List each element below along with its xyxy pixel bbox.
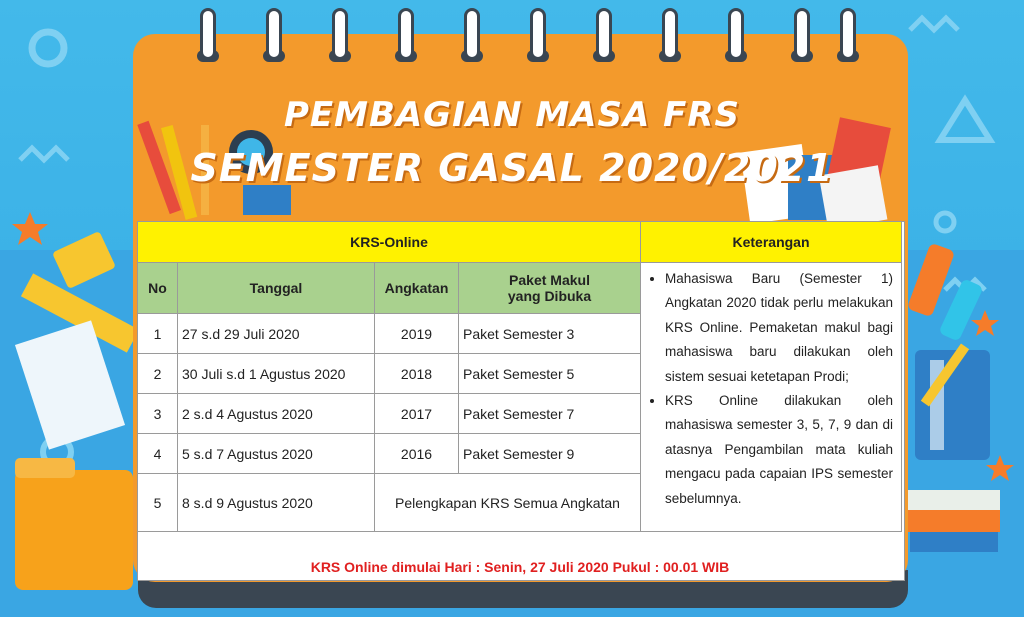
star-icon	[971, 310, 999, 336]
ring	[200, 8, 216, 60]
cell-paket: Paket Semester 9	[459, 434, 641, 474]
cell-pelengkapan: Pelengkapan KRS Semua Angkatan	[375, 474, 641, 532]
calendar-rings	[200, 8, 840, 60]
star-icon	[12, 212, 48, 245]
cell-tanggal: 2 s.d 4 Agustus 2020	[178, 394, 375, 434]
cell-tanggal: 30 Juli s.d 1 Agustus 2020	[178, 354, 375, 394]
cell-angkatan: 2017	[375, 394, 459, 434]
book-icon	[900, 510, 1000, 532]
folder-icon	[15, 470, 133, 590]
schedule-table	[137, 221, 902, 532]
ring	[794, 8, 810, 60]
cell-tanggal: 8 s.d 9 Agustus 2020	[178, 474, 375, 532]
ring	[728, 8, 744, 60]
folder-tab-icon	[15, 458, 75, 478]
keterangan-list	[649, 267, 893, 511]
ring	[840, 8, 856, 60]
col-tanggal-header: Tanggal	[178, 263, 375, 314]
col-angkatan-header: Angkatan	[375, 263, 459, 314]
ring	[464, 8, 480, 60]
ring	[332, 8, 348, 60]
cell-tanggal: 27 s.d 29 Juli 2020	[178, 314, 375, 354]
ring	[596, 8, 612, 60]
cell-paket: Paket Semester 3	[459, 314, 641, 354]
title-line1: PEMBAGIAN MASA FRS	[283, 95, 741, 135]
keterangan-item: • Mahasiswa Baru (Semester 1) Angkatan 2020 tidak perlu melakukan KRS Online. Pemaketan makul bagi mahasiswa baru dilakukan oleh sistem sesuai ketetapan Prodi;	[665, 267, 893, 389]
cell-no: 5	[138, 474, 178, 532]
ring	[662, 8, 678, 60]
ring	[398, 8, 414, 60]
cell-tanggal: 5 s.d 7 Agustus 2020	[178, 434, 375, 474]
col-no-header: No	[138, 263, 178, 314]
keterangan-cell	[641, 263, 902, 532]
krs-start-notice: KRS Online dimulai Hari : Senin, 27 Juli 2020 Pukul : 00.01 WIB	[310, 559, 730, 575]
cell-no: 4	[138, 434, 178, 474]
cell-no: 3	[138, 394, 178, 434]
cell-paket: Paket Semester 5	[459, 354, 641, 394]
krs-online-header: KRS-Online	[138, 222, 641, 263]
cell-paket: Paket Semester 7	[459, 394, 641, 434]
highlighter-icon	[907, 243, 955, 318]
col-paket-header-line1: Paket Makul	[509, 272, 590, 288]
cell-angkatan: 2016	[375, 434, 459, 474]
sharpener-icon	[52, 231, 116, 289]
circle-shape-icon	[32, 32, 64, 64]
book-icon	[910, 532, 998, 552]
col-paket-header-line2: yang Dibuka	[507, 288, 592, 304]
cell-no: 2	[138, 354, 178, 394]
ring	[266, 8, 282, 60]
col-paket-header	[459, 263, 641, 314]
keterangan-item: • KRS Online dilakukan oleh mahasiswa semester 3, 5, 7, 9 dan di atasnya Pengambilan mata kuliah mengacu pada capaian IPS semester sebelumnya.	[665, 389, 893, 511]
keterangan-header: Keterangan	[641, 222, 902, 263]
circle-shape-icon	[936, 213, 954, 231]
ring	[530, 8, 546, 60]
cell-angkatan: 2019	[375, 314, 459, 354]
cell-no: 1	[138, 314, 178, 354]
title-line2: SEMESTER GASAL 2020/2021	[190, 146, 834, 190]
book-icon	[905, 490, 1000, 510]
cell-angkatan: 2018	[375, 354, 459, 394]
zigzag-shape-icon	[910, 18, 958, 30]
star-icon	[986, 455, 1014, 481]
